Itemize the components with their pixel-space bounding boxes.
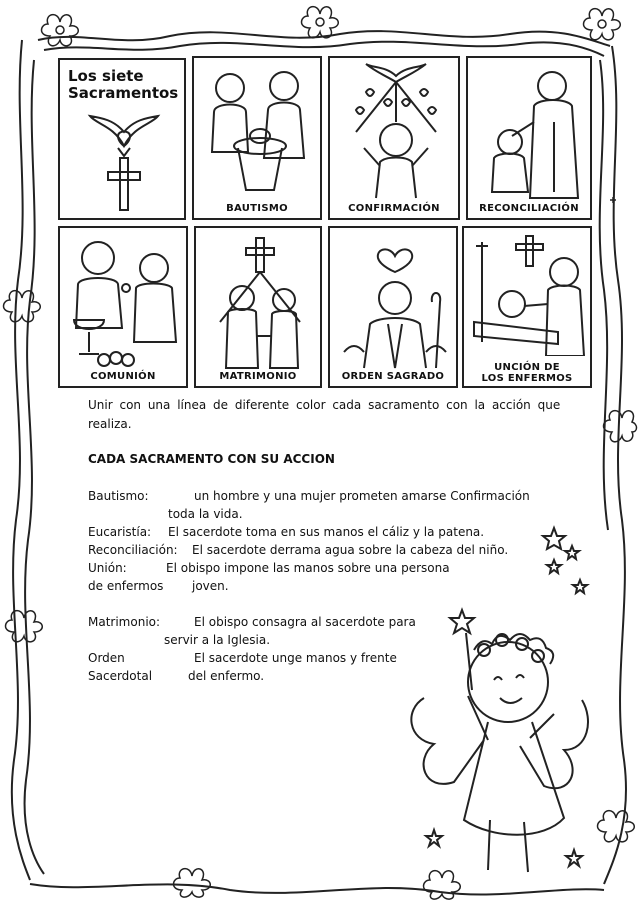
matrimony-illustration (200, 232, 320, 370)
reconciliation-illustration (472, 62, 590, 200)
grid-title: Los siete Sacramentos (68, 67, 179, 102)
instruction-line-1: Unir con una línea de diferente color cada sacramento con la acción que (88, 398, 561, 412)
panel-comunion (58, 226, 188, 388)
caption-uncion (464, 362, 590, 384)
section-heading: CADA SACRAMENTO CON SU ACCION (88, 452, 335, 466)
panel-reconciliacion (466, 56, 592, 220)
panel-confirmacion (328, 56, 460, 220)
instruction-line-2: realiza. (88, 417, 132, 431)
label-sacerdotal: Sacerdotal (88, 669, 153, 683)
caption-uncion-line1: UNCIÓN DE (494, 362, 560, 373)
caption-orden: ORDEN SAGRADO (341, 371, 445, 382)
label-eucaristia: Eucaristía: (88, 525, 152, 539)
caption-confirmacion: CONFIRMACIÓN (348, 203, 440, 214)
action-enfermos: joven. (192, 579, 229, 593)
caption-reconciliacion: RECONCILIACIÓN (479, 203, 579, 214)
label-bautismo: Bautismo: (88, 489, 149, 503)
action-matrimonio: El obispo consagra al sacerdote para (194, 615, 416, 629)
action-bautismo-cont: toda la vida. (168, 507, 243, 521)
dove-cross-illustration (84, 106, 164, 216)
communion-illustration (64, 232, 186, 370)
action-eucaristia: El sacerdote toma en sus manos el cáliz y la patena. (168, 525, 485, 539)
title-panel (58, 58, 186, 220)
label-reconciliacion: Reconciliación: (88, 543, 178, 557)
label-matrimonio: Matrimonio: (88, 615, 161, 629)
panel-orden (328, 226, 458, 388)
confirmation-illustration (336, 62, 456, 200)
angel-illustration (404, 500, 594, 892)
label-orden: Orden (88, 651, 125, 665)
holy-orders-illustration (334, 232, 456, 370)
caption-bautismo: BAUTISMO (226, 203, 288, 214)
action-orden: El sacerdote unge manos y frente (194, 651, 397, 665)
anointing-illustration (468, 232, 590, 356)
panel-matrimonio (194, 226, 322, 388)
panel-uncion (462, 226, 592, 388)
caption-uncion-line2: LOS ENFERMOS (481, 373, 573, 384)
panel-bautismo (192, 56, 322, 220)
action-matrimonio-cont: servir a la Iglesia. (164, 633, 271, 647)
action-bautismo: un hombre y una mujer prometen amarse Confirmación (194, 489, 530, 503)
action-reconciliacion: El sacerdote derrama agua sobre la cabeza del niño. (192, 543, 509, 557)
baptism-illustration (200, 62, 318, 198)
action-union: El obispo impone las manos sobre una persona (166, 561, 450, 575)
label-enfermos: de enfermos (88, 579, 164, 593)
caption-comunion: COMUNIÓN (90, 371, 156, 382)
action-sacerdotal: del enfermo. (188, 669, 265, 683)
label-union: Unión: (88, 561, 127, 575)
caption-matrimonio: MATRIMONIO (219, 371, 297, 382)
